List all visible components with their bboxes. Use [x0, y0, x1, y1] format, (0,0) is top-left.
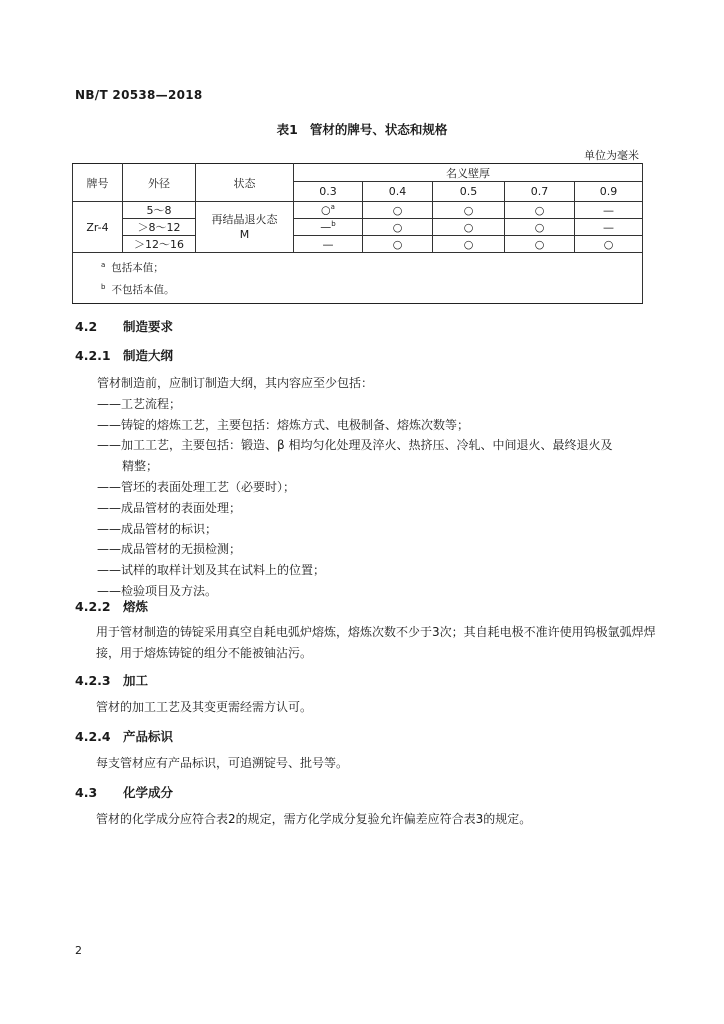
value-cell: — — [575, 219, 643, 236]
page-number: 2 — [75, 944, 82, 957]
outline-list — [97, 373, 612, 602]
note-mark: b — [101, 283, 106, 291]
section-title: 加工 — [123, 673, 149, 688]
od-cell: 5～8 — [123, 202, 196, 219]
list-item-continuation: 精整； — [122, 459, 159, 474]
value-cell: — — [575, 202, 643, 219]
section-number: 4.2.3 — [75, 673, 111, 688]
table-title: 管材的牌号、状态和规格 — [309, 122, 448, 137]
table-notes — [73, 253, 643, 304]
section-title: 制造要求 — [123, 319, 174, 334]
value-cell — [294, 202, 363, 219]
table-note: $^b$ 不包括本值。 — [101, 283, 175, 296]
list-item: ——成品管材的标识； — [97, 521, 218, 536]
paragraph-processing: 管材的加工工艺及其变更需经需方认可。 — [96, 700, 313, 714]
header-state: 状态 — [196, 164, 294, 202]
table-label: 表1 — [276, 122, 298, 137]
table-unit: 单位为毫米 — [584, 149, 639, 162]
section-number: 4.2 — [75, 319, 98, 334]
section-heading-4-2-4 — [75, 727, 173, 745]
list-item: ——成品管材的无损检测； — [97, 542, 242, 557]
paragraph-product-id: 每支管材应有产品标识，可追溯锭号、批号等。 — [96, 756, 349, 770]
od-cell: ＞12～16 — [123, 236, 196, 253]
grade-cell: Zr-4 — [73, 202, 123, 253]
section-number: 4.2.1 — [75, 348, 111, 363]
section-heading-4-2-3 — [75, 671, 148, 689]
value-mark: — — [320, 220, 332, 234]
section-title: 制造大纲 — [123, 348, 174, 363]
list-item: ——工艺流程； — [97, 396, 182, 411]
state-label: 再结晶退火态 — [211, 213, 278, 226]
section-title: 化学成分 — [123, 785, 174, 800]
value-cell: ○ — [433, 219, 505, 236]
value-cell: ○ — [575, 236, 643, 253]
value-cell: ○ — [433, 202, 505, 219]
table-note: $^a$ 包括本值； — [101, 261, 164, 274]
footnote-mark-b: b — [331, 220, 336, 229]
state-cell — [196, 202, 294, 253]
thickness-header: 0.9 — [575, 182, 643, 202]
footnote-mark-a: a — [330, 203, 335, 212]
paragraph-chemistry: 管材的化学成分应符合表2的规定，需方化学成分复验允许偏差应符合表3的规定。 — [96, 812, 532, 826]
table-row — [73, 202, 643, 219]
note-mark: a — [101, 261, 106, 269]
thickness-header: 0.3 — [294, 182, 363, 202]
spec-table — [72, 163, 643, 304]
od-cell: ＞8～12 — [123, 219, 196, 236]
value-cell: ○ — [363, 236, 433, 253]
paragraph-melting: 用于管材制造的铸锭采用真空自耗电弧炉熔炼，熔炼次数不少于3次；其自耗电极不准许使用钨极氩弧焊焊接，用于熔炼铸锭的组分不能被铀沾污。 — [96, 625, 656, 660]
state-code: M — [239, 228, 250, 241]
outline-intro: 管材制造前，应制订制造大纲，其内容应至少包括： — [97, 376, 374, 390]
document-code: NB/T 20538—2018 — [75, 88, 203, 102]
section-title: 熔炼 — [123, 599, 149, 614]
list-item: ——铸锭的熔炼工艺，主要包括：熔炼方式、电极制备、熔炼次数等； — [97, 417, 470, 432]
header-grade: 牌号 — [73, 164, 123, 202]
value-cell: ○ — [505, 236, 575, 253]
section-heading-4-2-1 — [75, 346, 173, 364]
value-cell: — — [294, 236, 363, 253]
value-cell — [294, 219, 363, 236]
section-heading-4-3 — [75, 783, 173, 801]
thickness-header: 0.4 — [363, 182, 433, 202]
thickness-header: 0.5 — [433, 182, 505, 202]
list-item: ——检验项目及方法。 — [97, 583, 218, 598]
section-number: 4.2.2 — [75, 599, 111, 614]
value-cell: ○ — [363, 202, 433, 219]
list-item: ——试样的取样计划及其在试料上的位置； — [97, 563, 326, 578]
section-title: 产品标识 — [123, 729, 174, 744]
value-cell: ○ — [505, 202, 575, 219]
section-heading-4-2 — [75, 317, 173, 335]
list-item: ——加工工艺，主要包括：锻造、β 相均匀化处理及淬火、热挤压、冷轧、中间退火、最终退火及 — [97, 438, 613, 453]
header-wall: 名义壁厚 — [294, 164, 643, 182]
value-cell: ○ — [433, 236, 505, 253]
section-heading-4-2-2 — [75, 597, 148, 615]
value-cell: ○ — [363, 219, 433, 236]
list-item: ——管坯的表面处理工艺（必要时）； — [97, 479, 296, 494]
list-item: ——成品管材的表面处理； — [97, 500, 242, 515]
header-od: 外径 — [123, 164, 196, 202]
value-mark: ○ — [321, 203, 331, 217]
thickness-header: 0.7 — [505, 182, 575, 202]
table-row — [73, 236, 643, 253]
table-notes-row — [73, 253, 643, 304]
value-cell: ○ — [505, 219, 575, 236]
table-row — [73, 219, 643, 236]
section-number: 4.2.4 — [75, 729, 111, 744]
section-number: 4.3 — [75, 785, 98, 800]
table-caption — [0, 120, 724, 138]
